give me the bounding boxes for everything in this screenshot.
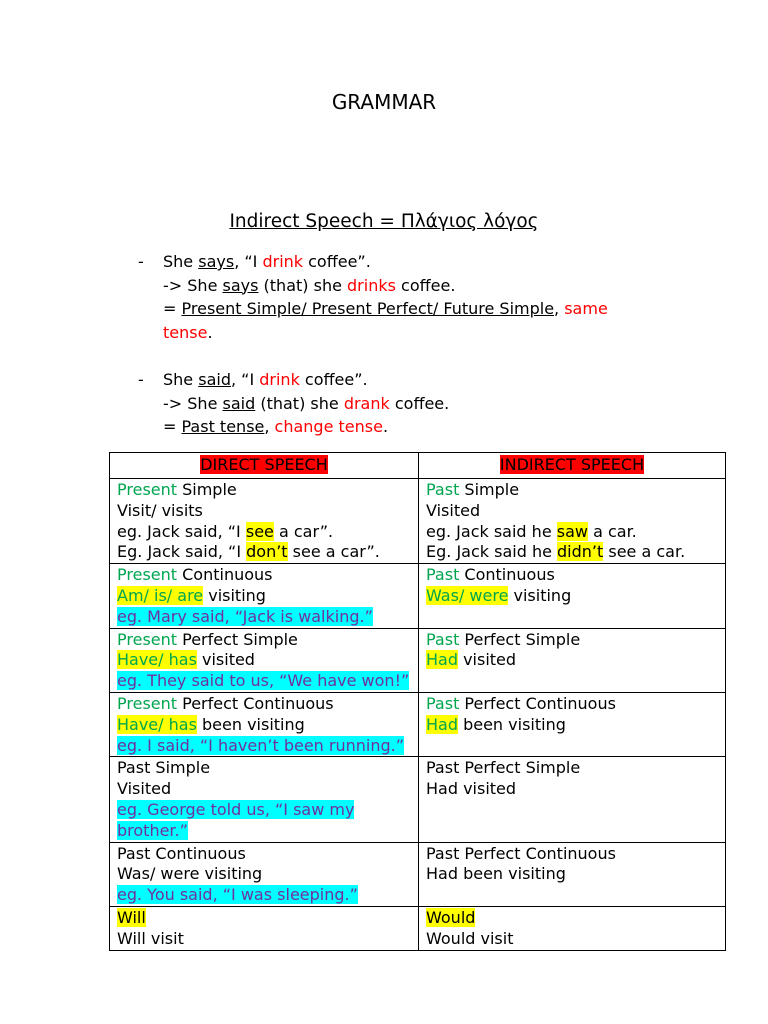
header-indirect: INDIRECT SPEECH xyxy=(419,453,726,479)
cell-direct: Present Continuous Am/ is/ are visiting eg. Mary said, “Jack is walking.” xyxy=(110,564,419,628)
cell-indirect: Past Continuous Was/ were visiting xyxy=(419,564,726,628)
cell-indirect: Past Simple Visited eg. Jack said he saw a car. Eg. Jack said he didn’t see a car. xyxy=(419,479,726,564)
cell-indirect: Would Would visit xyxy=(419,906,726,950)
example-line: She says, “I drink coffee”. xyxy=(163,252,371,271)
table-header-row xyxy=(110,453,726,479)
bullet-dash: - xyxy=(138,252,144,271)
example-past xyxy=(138,368,658,439)
page-title: GRAMMAR xyxy=(331,90,437,114)
example-rule: = Present Simple/ Present Perfect/ Future Simple, same tense. xyxy=(163,299,608,342)
cell-indirect: Past Perfect Simple Had visited xyxy=(419,628,726,692)
cell-indirect: Past Perfect Continuous Had been visiting xyxy=(419,842,726,906)
cell-direct: Past Continuous Was/ were visiting eg. You said, “I was sleeping.” xyxy=(110,842,419,906)
cell-indirect: Past Perfect Simple Had visited xyxy=(419,757,726,842)
table-row xyxy=(110,906,726,950)
speech-table xyxy=(109,452,726,951)
table-row xyxy=(110,628,726,692)
table-row xyxy=(110,842,726,906)
table-row xyxy=(110,479,726,564)
cell-direct: Present Perfect Continuous Have/ has been visiting eg. I said, “I haven’t been running.” xyxy=(110,692,419,756)
cell-direct: Present Simple Visit/ visits eg. Jack said, “I see a car”. Eg. Jack said, “I don’t see a car”. xyxy=(110,479,419,564)
example-line: -> She said (that) she drank coffee. xyxy=(163,393,450,413)
section-subtitle: Indirect Speech = Πλάγιος λόγος xyxy=(229,211,539,232)
example-rule: = Past tense, change tense. xyxy=(163,417,389,436)
cell-direct: Present Perfect Simple Have/ has visited eg. They said to us, “We have won!” xyxy=(110,628,419,692)
table-row xyxy=(110,757,726,842)
example-line: -> She says (that) she drinks coffee. xyxy=(163,275,456,295)
cell-direct: Will Will visit xyxy=(110,906,419,950)
table-row xyxy=(110,692,726,756)
cell-direct: Past Simple Visited eg. George told us, “I saw my brother.” xyxy=(110,757,419,842)
header-direct: DIRECT SPEECH xyxy=(110,453,419,479)
example-line: She said, “I drink coffee”. xyxy=(163,370,368,389)
cell-indirect: Past Perfect Continuous Had been visiting xyxy=(419,692,726,756)
bullet-dash: - xyxy=(138,370,144,389)
table-row xyxy=(110,564,726,628)
example-present xyxy=(138,250,658,344)
